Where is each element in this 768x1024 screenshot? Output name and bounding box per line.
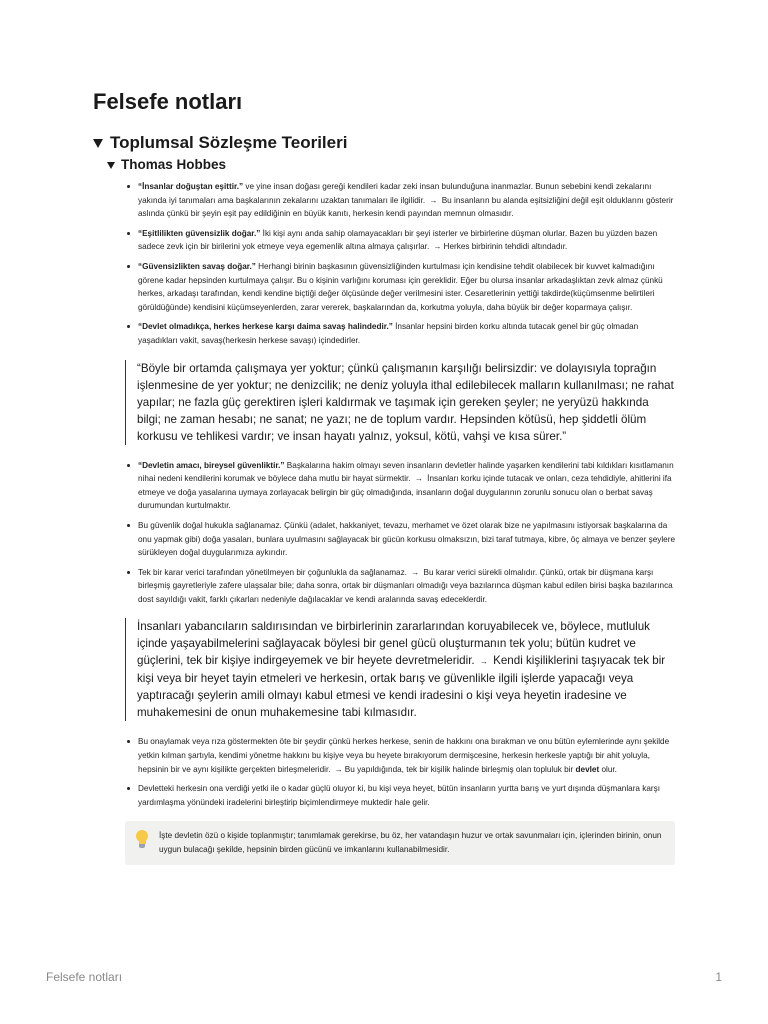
list-item: “İnsanlar doğuştan eşittir.” ve yine insan doğası gereği kendileri kadar zeki insan bulunduğuna inanmazlar. Bunun sebebini kendi zekalarını yakında iyi tanımaları ama başkalarının zekalarını uzaktan tanımaları ile ilgilidir. → Bu insanların bu alanda eşitsizliğini değil eşit olduklarını gösterir aslında çünkü bir şeyin eşit pay edildiğinin en büyük kanıtı, herkesin kendi payından memnun olmasıdır. <box>125 180 675 221</box>
section-heading: Toplumsal Sözleşme Teorileri <box>110 133 348 152</box>
light-bulb-icon <box>135 830 149 850</box>
arrow-icon: → <box>479 657 488 667</box>
bullet-list-3 <box>125 735 675 809</box>
toggle-triangle-icon[interactable] <box>93 139 103 148</box>
page-content <box>93 88 675 865</box>
hobbes-content <box>125 180 675 865</box>
arrow-icon: → <box>411 567 420 577</box>
subsection-heading: Thomas Hobbes <box>121 157 227 172</box>
bullet-list-2 <box>125 459 675 607</box>
arrow-icon: → <box>414 474 423 484</box>
bullet-list-1 <box>125 180 675 348</box>
page-number: 1 <box>715 970 722 984</box>
list-item: Bu güvenlik doğal hukukla sağlanamaz. Çünkü (adalet, hakkaniyet, tevazu, merhamet ve özet olarak bize ne yapılmasını istiyorsak başkalarına da onu yapmak gibi) doğa yasaları, bunlara uyulmasını sağlayacak bir gücün korkusu olmaksızın, bizi taraf tutmaya, kibre, öç almaya ve benzer şeylere sürükleyen doğal duygularımıza aykırıdır. <box>125 519 675 560</box>
toggle-heading-hobbes[interactable] <box>107 156 675 174</box>
arrow-icon: → <box>429 195 438 205</box>
quote-block-1: “Böyle bir ortamda çalışmaya yer yoktur; çünkü çalışmanın karşılığı belirsizdir: ve dolayısıyla toprağın işlenmesine de yer yoktur; ne denizcilik; ne deniz yoluyla ithal edilebilecek malların kullanılması; ne rahat yapılar; ne fazla güç gerektiren işleri kaldırmak ve taşımak için gereken şeyler; ne yeryüzü hakkında bilgi; ne zaman hesabı; ne sanat; ne yazı; ne de toplum vardır. Hepsinden kötüsü, hep şiddetli ölüm korkusu ve tehlikesi vardır; ve insan hayatı yalnız, yoksul, kötü, vahşi ve kısa sürer.” <box>125 360 675 445</box>
list-item: “Devlet olmadıkça, herkes herkese karşı daima savaş halindedir.” İnsanlar hepsini birden korku altında tutacak genel bir güç olmadan yaşadıkları vakit, savaş(herkesin herkese savaşı) içindedirler. <box>125 320 675 347</box>
toggle-heading-toplumsal[interactable] <box>93 132 675 154</box>
toggle-triangle-icon[interactable] <box>107 162 115 169</box>
list-item: “Güvensizlikten savaş doğar.” Herhangi birinin başkasının güvensizliğinden kurtulması için kendisine tehdit olabilecek bir kuvvet kalmadığını görene kadar hepsinden kurtulmaya çalışır. Bu o kişinin varlığını koruması için gereklidir. Eğer bu olursa insanlar arkadaşlıktan zevk almaz çünkü herkes, arkadaşı tarafından, kendi kendine biçtiği değer ölçüsünde değer verilmesini ister. Cesaretlerinin yettiği takdirde(küçümsenme belirtileri görüldüğünde) kendisini küçümseyenlerden, zarar vererek, başkalarından da, korkutma yoluyla, daha büyük bir değer koparmaya çalışır. <box>125 260 675 314</box>
footer-title: Felsefe notları <box>46 970 123 984</box>
callout-block <box>125 821 675 864</box>
document-title: Felsefe notları <box>93 89 243 114</box>
list-item: “Devletin amacı, bireysel güvenliktir.” Başkalarına hakim olmayı seven insanların devletler halinde yaşarken kendilerini tabi kıldıkları kısıtlamanın nihai nedeni kendilerini korumak ve böylece daha mutlu bir hayat sürmektir. → İnsanları korku içinde tutacak ve onları, ceza tehdidiyle, ahitlerini ifa etmeye ve doğa yasalarına uymaya zorlayacak belirgin bir güç olmadığında, insanların doğal duygularının zorunlu sonucu olan o berbat savaş durumundan kurtulmaktır. <box>125 459 675 513</box>
quote-block-2: İnsanları yabancıların saldırısından ve birbirlerinin zararlarından koruyabilecek ve, böylece, mutluluk içinde yaşayabilmelerini sağlayacak böylesi bir genel gücü oluşturmanın tek yolu; bütün kudret ve güçlerini, tek bir kişiye indirgeyemek ve bir heyete devretmeleridir. → Kendi kişiliklerini taşıyacak tek bir kişi veya bir heyet tayin etmeleri ve herkesin, ortak barış ve güvenlikle ilgili işlerde yapacağı veya yaptıracağı şeylerin amili olmayı kabul etmesi ve kendi iradesini o kişi veya heyetin iradesine ve muhakemesini de onun muhakemesine tabi kılmasıdır. <box>125 618 675 721</box>
list-item: Bu onaylamak veya rıza göstermekten öte bir şeydir çünkü herkes herkese, senin de hakkını ona bırakman ve onu bütün eylemlerinde aynı şekilde yetkin kılman şartıyla, kendimi yönetme hakkını bu kişiye veya bu heyete bırakıyorum dermişcesine, herkesin herkesle yaptığı bir ahit yoluyla, hepsinin bir ve aynı kişilikte gerçekten birleşmeleridir. → Bu yapıldığında, tek bir kişilik halinde birleşmiş olan topluluk bir devlet olur. <box>125 735 675 776</box>
list-item: “Eşitlilikten güvensizlik doğar.” İki kişi aynı anda sahip olamayacakları bir şeyi isterler ve birbirlerine düşman olurlar. Bazen bu yüzden bazen sadece zevk için bir birilerini yok etmeye veya egemenlik altına almaya çalışırlar. → Herkes birbirinin tehdidi altındadır. <box>125 227 675 254</box>
arrow-icon: → <box>334 764 343 774</box>
callout-text: İşte devletin özü o kişide toplanmıştır; tanımlamak gerekirse, bu öz, her vatandaşın huzur ve ortak savunmaları için, içlerinden birinin, onun uygun bulacağı şekilde, hepsinin birden gücünü ve imkanlarını kullanabilmesidir. <box>159 831 662 855</box>
arrow-icon: → <box>433 242 442 252</box>
list-item: Tek bir karar verici tarafından yönetilmeyen bir çoğunlukla da sağlanamaz. → Bu karar verici sürekli olmalıdır. Çünkü, ortak bir düşmana karşı birleşmiş gayretleriyle zafere ulaşsalar bile; daha sonra, ortak bir düşmanları olmadığı veya bazılarınca düşman kabul edilen birisi başka bazılarınca dost sayıldığı vakit, farklı çıkarları nedeniyle dağılacaklar ve kendi aralarında savaş edeceklerdir. <box>125 566 675 607</box>
list-item: Devletteki herkesin ona verdiği yetki ile o kadar güçlü oluyor ki, bu kişi veya heyet, bütün insanların yurtta barış ve yurt dışında düşmanlara karşı yardımlaşma yönündeki iradelerini birleştirip biçimlendirmeye muktedir hale gelir. <box>125 782 675 809</box>
